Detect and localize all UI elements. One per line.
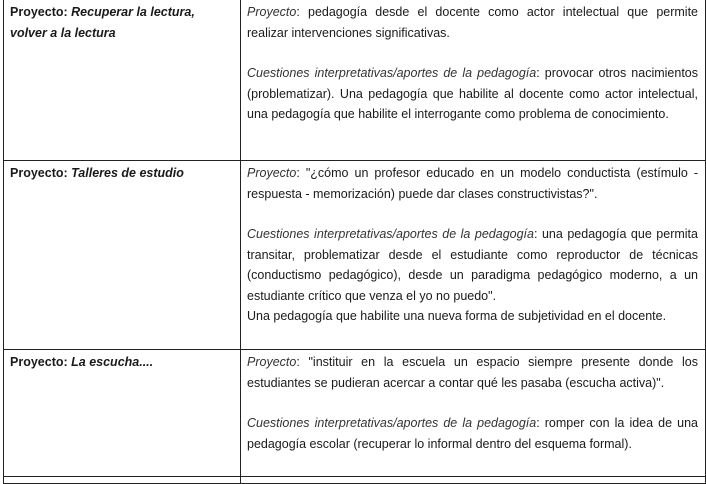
- project-paragraph: [247, 163, 698, 204]
- project-title-cell: [4, 161, 241, 350]
- table-row: [4, 477, 706, 484]
- paragraph-label: Cuestiones interpretativas/aportes de la pedagogía: [247, 416, 537, 430]
- paragraph-label: Proyecto: [247, 355, 297, 369]
- project-title-cell: [4, 350, 241, 477]
- table-row: [4, 161, 706, 350]
- paragraph-text: : "¿cómo un profesor educado en un modelo conductista (estímulo - respuesta - memorización) puede dar clases constructivistas?".: [247, 166, 698, 201]
- table-row: [4, 0, 706, 161]
- project-name: Talleres de estudio: [71, 166, 184, 180]
- project-prefix: Proyecto:: [10, 5, 68, 19]
- project-description-cell: [241, 350, 706, 477]
- paragraph-text: : pedagogía desde el docente como actor intelectual que permite realizar intervenciones significativas.: [247, 5, 698, 40]
- projects-table: [3, 0, 706, 484]
- paragraph-label: Cuestiones interpretativas/aportes de la pedagogía: [247, 227, 534, 241]
- project-description-cell: [241, 161, 706, 350]
- project-description-cell: [241, 0, 706, 161]
- project-title: [4, 350, 240, 373]
- contributions-paragraph: [247, 413, 698, 454]
- paragraph-text: : una pedagogía que permita transitar, problematizar desde el estudiante como reproductor de técnicas (conductismo pedagógico), desde un paradigma pedagógico moderno, a un estudiante crítico que venza el yo no puedo".: [247, 227, 698, 303]
- project-title-cell: [4, 0, 241, 161]
- project-name: Recuperar la lectura, volver a la lectura: [10, 5, 195, 40]
- project-prefix: Proyecto:: [10, 355, 68, 369]
- paragraph-text: : provocar otros nacimientos (problematizar). Una pedagogía que habilite al docente como actor intelectual, una pedagogía que habilite el interrogante como problema de conocimiento.: [247, 66, 698, 121]
- subjectivity-paragraph: Una pedagogía que habilite una nueva forma de subjetividad en el docente.: [247, 309, 667, 323]
- paragraph-label: Proyecto: [247, 166, 297, 180]
- project-title: [4, 0, 240, 43]
- paragraph-label: Cuestiones interpretativas/aportes de la pedagogía: [247, 66, 537, 80]
- project-title: [4, 161, 240, 184]
- contributions-paragraph: [247, 63, 698, 125]
- project-name: La escucha....: [71, 355, 154, 369]
- project-paragraph: [247, 2, 698, 43]
- project-prefix: Proyecto:: [10, 166, 68, 180]
- empty-cell: [241, 477, 706, 484]
- paragraph-text: : "instituir en la escuela un espacio siempre presente donde los estudiantes se pudieran acercar a contar qué les pasaba (escucha activa)".: [247, 355, 698, 390]
- empty-cell: [4, 477, 241, 484]
- contributions-paragraph: [247, 224, 698, 306]
- paragraph-text: : romper con la idea de una pedagogía escolar (recuperar lo informal dentro del esquema formal).: [247, 416, 698, 451]
- paragraph-label: Proyecto: [247, 5, 297, 19]
- project-paragraph: [247, 352, 698, 393]
- table-row: [4, 350, 706, 477]
